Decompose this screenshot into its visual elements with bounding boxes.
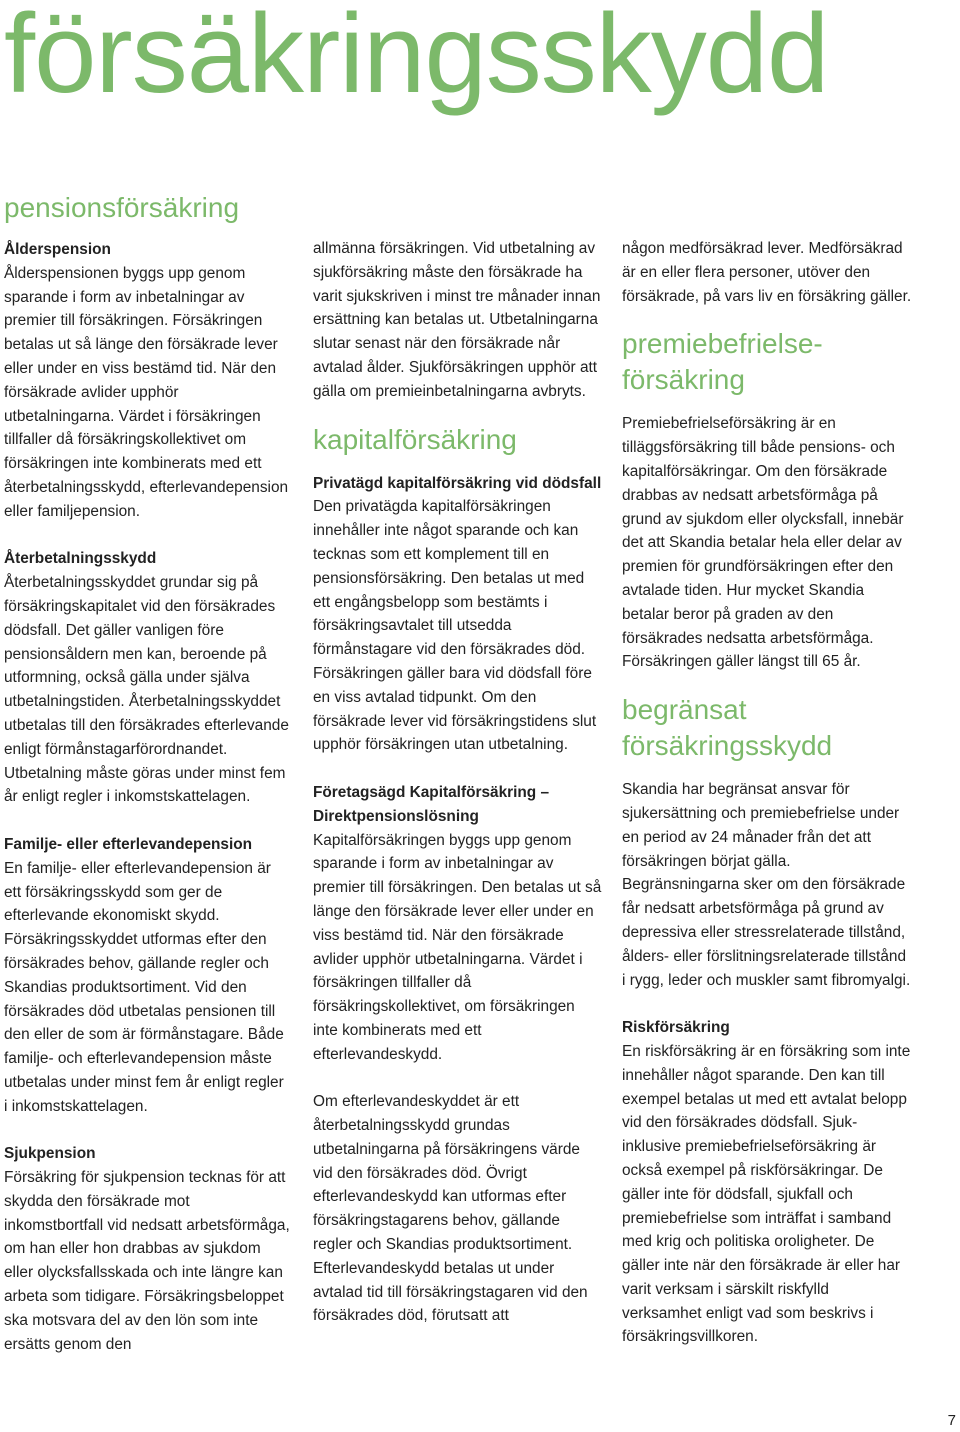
- subheading-sjukpension: Sjukpension: [4, 1145, 96, 1163]
- subheading-foretagsagd: Företagsägd Kapitalförsäkring – Direktpensionslösning: [313, 783, 550, 825]
- column-2: [313, 237, 603, 1328]
- paragraph-privatagd: Den privatägda kapitalförsäkringen innehåller inte något sparande och kan tecknas som ett komplement till en pensionsförsäkring. Den betalas ut med ett engångsbelopp som bestämts i försäkringsavtalet till utsedda förmånstagare vid den försäkrades död. Försäkringen gäller bara vid dödsfall före en viss avtalad tidpunkt. Om den försäkrade lever vid försäkringstidens slut upphör försäkringen utan utbetalning.: [313, 498, 597, 754]
- paragraph-efterlevandeskydd-2: Efterlevandeskydd betalas ut under avtalad tid till försäkringstagaren vid den försäkrades död, förutsatt att: [313, 1259, 588, 1325]
- paragraph-premiebefrielse: Premiebefrielseförsäkring är en tilläggsförsäkring till både pensions- och kapitalförsäkringar. Om den försäkrade drabbas av nedsatt arbetsförmåga på grund av sjukdom eller olycksfall, innebär det att Skandia betalar hela eller delar av premien för grundförsäkringen efter den avtalade tiden. Hur mycket Skandia betalar beror på graden av den försäkrades nedsatta arbetsförmåga. Försäkringen gäller längst till 65 år.: [622, 415, 904, 671]
- subheading-aterbetalningsskydd: Återbetalningsskydd: [4, 550, 157, 568]
- section-heading-kapitalforsakring: kapitalförsäkring: [313, 423, 517, 455]
- paragraph-begransat: Skandia har begränsat ansvar för sjukersättning och premiebefrielse under en period av 24 månader från det att försäkringen börjat gälla. Begränsningarna sker om den försäkrade får nedsatt arbetsförmåga på grund av depressiva eller stressrelaterade tillstånd, ålders- eller förslitningsrelaterade tillstånd i rygg, leder och muskler samt fibromyalgi.: [622, 781, 911, 989]
- subheading-privatagd: Privatägd kapitalförsäkring vid dödsfall: [313, 474, 602, 492]
- column-3: [622, 237, 912, 1349]
- subheading-alderspension: Ålderspension: [4, 241, 111, 258]
- paragraph-sjukpension-continued: allmänna försäkringen. Vid utbetalning av sjukförsäkring måste den försäkrade ha varit sjukskriven i minst tre månader innan ersättning kan betalas ut. Utbetalningarna slutar senast när den försäkrade når avtalad ålder. Sjukförsäkringen upphör att gälla om premieinbetalningarna avbryts.: [313, 240, 601, 400]
- page-title: försäkringsskydd: [4, 0, 829, 116]
- paragraph-familjepension: En familje- eller efterlevandepension är ett försäkringsskydd som ger de efterlevande ekonomiskt skydd. Försäkringsskyddet utformas efter den försäkrades behov, gällande regler och Skandias produktsortiment. Vid den försäkrades död utbetalas pensionen till den eller de som är förmånstagare. Både familje- och efterlevandepension måste utbetalas under minst fem år enligt regler i inkomstskattelagen.: [4, 859, 284, 1115]
- paragraph-alderspension: Ålderspensionen byggs upp genom sparande i form av inbetalningar av premier till försäkringen. Försäkringen betalas ut så länge den försäkrade lever eller under en viss bestämd tid. När den försäkrade avlider upphör utbetalningarna. Värdet i försäkringen tillfaller då försäkringskollektivet om försäkringen inte kombinerats med ett återbetalningsskydd, efterlevandepension eller familjepension.: [4, 264, 289, 520]
- section-heading-premiebefrielse: premiebefrielseförsäkring: [622, 328, 823, 396]
- paragraph-aterbetalningsskydd: Återbetalningsskyddet grundar sig på försäkringskapitalet vid den försäkrades dödsfall. Det gäller vanligen före pensionsåldern men kan, beroende på utformning, också gälla under själva utbetalningstiden. Återbetalningsskyddet utbetalas till den försäkrades efterlevande enligt förmånstagarförordnandet. Utbetalning måste göras under minst fem år enligt regler i inkomstskattelagen.: [4, 574, 289, 806]
- section-heading-begransat: begränsat försäkringsskydd: [622, 694, 833, 762]
- column-1: [4, 190, 290, 1356]
- paragraph-efterlevandeskydd: Om efterlevandeskyddet är ett återbetalningsskydd grundas utbetalningarna på försäkringens värde vid den försäkrades död. Övrigt efterlevandeskydd kan utformas efter försäkringstagarens behov, gällande regler och Skandias produktsortiment.: [313, 1093, 580, 1254]
- subheading-familjepension: Familje- eller efterlevandepension: [4, 835, 253, 853]
- section-heading-pensionsforsakring: pensionsförsäkring: [4, 192, 240, 223]
- paragraph-foretagsagd: Kapitalförsäkringen byggs upp genom sparande i form av inbetalningar av premier till försäkringen. Den betalas ut så länge den försäkrade lever eller under en viss bestämd tid. När den försäkrade avlider upphör utbetalningarna. Värdet i försäkringen tillfaller då försäkringskollektivet, om försäkringen inte kombinerats med ett efterlevandeskydd.: [313, 831, 602, 1063]
- paragraph-medforsakrad: någon medförsäkrad lever. Medförsäkrad är en eller flera personer, utöver den försäkrade, på vars liv en försäkring gäller.: [622, 240, 912, 305]
- paragraph-riskforsakring: En riskförsäkring är en försäkring som inte innehåller något sparande. Den kan till exempel betalas ut med ett avtalat belopp vid den försäkrades dödsfall. Sjuk-inklusive premiebefrielseförsäkring är också exempel på riskförsäkringar. De gäller inte för dödsfall, sjukfall och premiebefrielse som inträffat i samband med krig och politiska oroligheter. De gäller inte när den försäkrade är eller har varit verksam i särskilt riskfylld verksamhet enligt vad som beskrivs i försäkringsvillkoren.: [622, 1042, 911, 1346]
- page-number: 7: [947, 1412, 956, 1429]
- subheading-riskforsakring: Riskförsäkring: [622, 1019, 730, 1037]
- paragraph-sjukpension: Försäkring för sjukpension tecknas för att skydda den försäkrade mot inkomstbortfall vid nedsatt arbetsförmåga, om han eller hon drabbas av sjukdom eller olycksfallsskada och inte längre kan arbeta som tidigare. Försäkringsbeloppet ska motsvara del av den lön som inte ersätts genom den: [4, 1169, 290, 1353]
